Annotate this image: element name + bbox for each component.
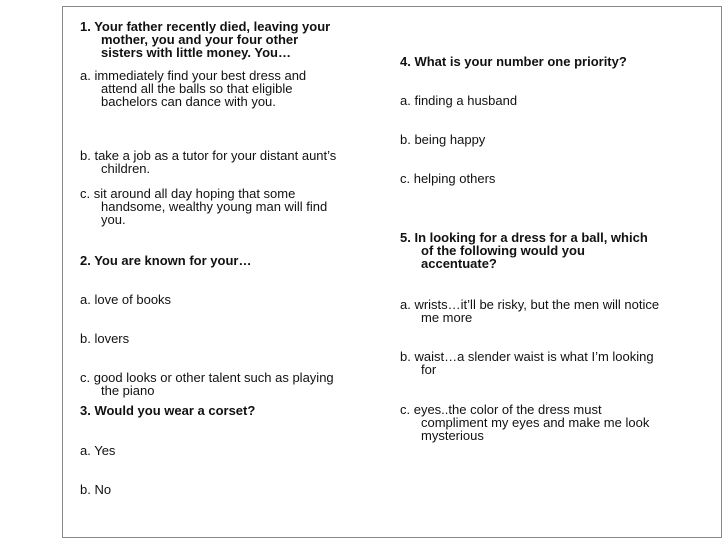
question-5-option-c: c. eyes..the color of the dress must compliment my eyes and make me look mysterious xyxy=(400,402,650,443)
question-1: 1. Your father recently died, leaving your mother, you and your four other sisters with little money. You… xyxy=(80,19,331,60)
question-4-option-c: c. helping others xyxy=(400,171,496,186)
question-4-option-b: b. being happy xyxy=(400,132,486,147)
question-4-option-a: a. finding a husband xyxy=(400,93,518,108)
question-1-option-c: c. sit around all day hoping that some handsome, wealthy young man will find you. xyxy=(80,186,328,227)
question-5-option-b: b. waist…a slender waist is what I’m looking for xyxy=(400,349,654,377)
question-2-option-b: b. lovers xyxy=(80,331,130,346)
question-1-option-b: b. take a job as a tutor for your distant aunt’s children. xyxy=(80,148,337,176)
question-1-option-a: a. immediately find your best dress and attend all the balls so that eligible bachelors can dance with you. xyxy=(80,68,307,109)
question-2-option-a: a. love of books xyxy=(80,292,172,307)
question-3-option-a: a. Yes xyxy=(80,443,116,458)
question-3: 3. Would you wear a corset? xyxy=(80,403,256,418)
question-2-option-c: c. good looks or other talent such as playing the piano xyxy=(80,370,334,398)
question-5-option-a: a. wrists…it’ll be risky, but the men will notice me more xyxy=(400,297,660,325)
question-2: 2. You are known for your… xyxy=(80,253,252,268)
question-3-option-b: b. No xyxy=(80,482,112,497)
question-5: 5. In looking for a dress for a ball, which of the following would you accentuate? xyxy=(400,230,648,271)
question-4: 4. What is your number one priority? xyxy=(400,54,627,69)
